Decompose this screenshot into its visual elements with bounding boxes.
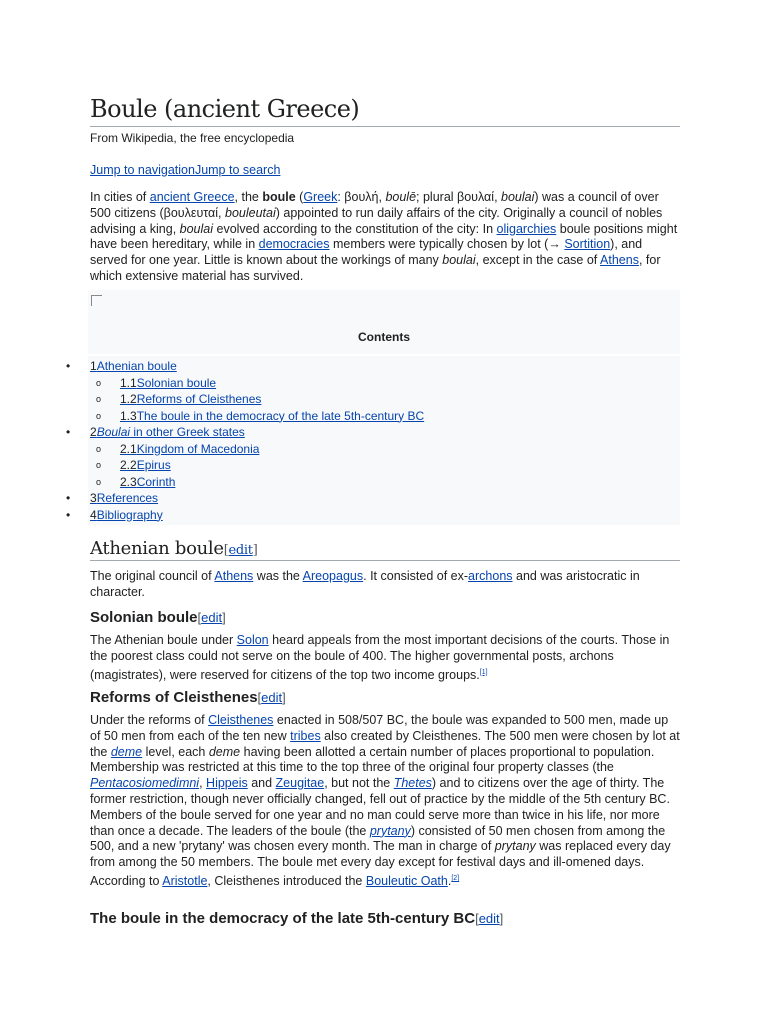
text: ) was a council of over 500 citizens (βουλευταί, [90,190,659,220]
toc-number: 1.1 [120,375,137,390]
toc-label: The boule in the democracy of the late 5th-century BC [136,408,425,423]
link-aristotle[interactable]: Aristotle [162,874,208,889]
text: ), and served for one year. Little is known about the workings of many [90,237,643,268]
reference-link[interactable]: [1] [479,668,488,676]
toc-number: 1 [90,359,97,373]
toc-item[interactable] [88,457,680,474]
toc-box [88,290,680,354]
text: The original council of [90,569,215,583]
bullet-icon: • [66,507,71,522]
link-oligarchies[interactable]: oligarchies [496,221,557,236]
edit-section: [edit] [197,610,226,625]
edit-link[interactable]: edit [478,911,500,926]
link-tribes[interactable]: tribes [290,728,321,743]
section-heading [90,538,680,561]
toc-number: 3 [90,491,97,505]
toc-number: 2 [90,425,97,439]
toc-link[interactable] [120,409,424,423]
italic-term: deme [208,744,241,759]
toc-item[interactable] [88,441,680,458]
circle-bullet-icon: o [96,377,102,388]
text: enacted in 508/507 BC, the boule was expanded to 500 men, made up of 50 men from each of the ten new [90,713,669,743]
bullet-icon: • [66,491,71,505]
toc-label: References [96,491,159,505]
subsection-heading [90,910,680,927]
toc-link[interactable] [120,475,175,489]
link-athens[interactable]: Athens [214,569,254,583]
toc-item[interactable] [66,490,680,507]
toc-item[interactable] [66,507,680,524]
paragraph [90,633,680,684]
toc-label: Solonian boule [136,375,217,390]
text: , except in the case of [475,253,601,268]
bullet-icon: • [66,359,71,373]
text: ) and to citizens over the age of thirty. The former restriction, though never officially changed, fell out of practice by the middle of the 5th century BC. Members of the boule served for one year and no man could serve more than twice in his life, nor more than once a decade. The leaders of the boule (the [90,776,670,838]
text: boule positions might have been hereditary, while in [90,221,678,252]
section-solonian-boule [90,609,680,684]
toc-title: Contents [358,329,410,344]
subsection-heading [90,689,680,706]
text: level, each [142,744,209,759]
toc-link[interactable] [120,376,216,390]
edit-link[interactable]: edit [201,610,223,625]
link-prytany[interactable]: prytany [369,823,411,838]
text: members were typically chosen by lot (→ [329,237,565,252]
bold-term: boule [262,190,296,204]
toc-label: Bibliography [96,507,163,522]
text: ) consisted of 50 men chosen from among the 500, and a new 'prytany' was chosen every month. The man in charge of [90,823,666,854]
heading-text: Reforms of Cleisthenes [90,689,258,706]
text: . [447,874,452,889]
italic-term: boulai [501,190,535,204]
link-solon[interactable]: Solon [236,633,269,647]
toc-item[interactable] [66,424,680,441]
edit-link[interactable]: edit [261,690,283,705]
toc-link[interactable] [120,442,259,456]
text: ; plural βουλαί, [416,190,502,204]
link-ancient-greece[interactable]: ancient Greece [149,190,235,204]
link-archons[interactable]: archons [468,569,513,583]
italic-term: boulai [179,221,214,236]
edit-section: [edit] [257,690,286,705]
toc-number: 1.2 [120,392,137,406]
paragraph [90,569,680,601]
toc-label: Reforms of Cleisthenes [136,392,262,406]
toc-label: Athenian boule [96,359,177,373]
toc-number: 2.3 [120,474,137,489]
toc-item[interactable] [88,408,680,425]
toc-link[interactable] [90,508,163,522]
link-zeugitae[interactable]: Zeugitae [275,776,325,791]
circle-bullet-icon: o [96,476,102,487]
text: , Cleisthenes introduced the [207,874,366,889]
tagline: From Wikipedia, the free encyclopedia [90,131,295,145]
circle-bullet-icon: o [96,410,102,421]
link-cleisthenes[interactable]: Cleisthenes [208,713,274,727]
toc-link[interactable] [120,392,261,406]
jump-links [90,163,680,177]
circle-bullet-icon: o [96,460,102,470]
toc-link[interactable] [90,359,177,373]
link-thetes[interactable]: Thetes [393,776,432,791]
text: , the [234,190,263,204]
toc-label: in other Greek states [130,425,245,439]
text: ) appointed to run daily affairs of the city. Originally a council of nobles advising a king, [90,205,663,236]
text: and was aristocratic in character. [90,569,640,599]
text: The Athenian boule under [90,633,237,647]
text: also created by Cleisthenes. The 500 men were chosen by lot at the [90,728,680,759]
italic-term: bouleutai [225,205,276,220]
toc-label: Corinth [136,474,176,489]
text: In cities of [90,190,150,204]
link-areopagus[interactable]: Areopagus [302,569,364,583]
link-democracies[interactable]: democracies [258,237,330,252]
text: . It consisted of ex- [363,569,469,583]
text: was the [253,569,303,583]
text: , [199,776,207,791]
heading-text: Athenian boule [90,538,224,559]
toc-link[interactable] [90,425,245,439]
heading-text: The boule in the democracy of the late 5th-century BC [90,910,476,927]
italic-term: boulē [385,190,417,204]
toc-number: 4 [90,507,97,522]
section-democracy-late-5th-century [90,910,680,927]
toc-list [66,356,680,525]
edit-link[interactable]: edit [228,543,253,558]
toc-number: 1.3 [120,408,137,423]
text: : βουλή, [337,190,386,204]
toc-link[interactable] [90,491,158,505]
link-deme[interactable]: deme [110,744,143,759]
text: ( [295,190,304,204]
link-greek[interactable]: Greek [303,190,338,204]
toc-number: 2.2 [120,458,137,472]
toc-label: Epirus [136,458,171,472]
text: heard appeals from the most important decisions of the courts. Those in the poorest class could not serve on the boule of 400. The higher governmental posts, archons (magistrates), were reserved for citizens of the top two income groups. [90,633,670,682]
link-pentacosiomedimni[interactable]: Pentacosiomedimni [90,776,200,791]
toc-number: 2.1 [120,441,137,456]
section-athenian-boule [90,538,680,601]
intro-paragraph [90,190,680,285]
heading-text: Solonian boule [90,609,198,626]
paragraph [90,713,680,890]
toc-item[interactable] [88,375,680,392]
text: and [247,776,276,791]
toc-label-italic: Boulai [96,425,131,439]
italic-term: prytany [494,839,536,854]
jump-to-navigation-link[interactable]: Jump to navigation [90,163,195,177]
text: evolved according to the constitution of the city: In [213,221,497,236]
text: , but not the [324,776,394,791]
toc-item[interactable] [88,391,680,408]
bullet-icon: • [66,425,71,439]
article-header [90,94,680,354]
toc-link[interactable] [120,458,171,472]
link-hippeis[interactable]: Hippeis [206,776,248,791]
link-sortition[interactable]: Sortition [564,237,611,252]
subsection-heading [90,609,680,626]
link-athens[interactable]: Athens [600,253,639,268]
text: having been allotted a certain number of places proportional to population. Membership was restricted at this time to the top three of the original four property classes (the [90,744,655,775]
italic-term: boulai [442,253,476,268]
text: , for which extensive material has survived. [90,253,661,283]
text: was replaced every day from among the 50 members. The boule met every day except for festival days and ill-omened days. According to [90,839,671,889]
toc-label: Kingdom of Macedonia [136,441,260,456]
edit-section: [edit] [223,543,258,558]
toc-toggle[interactable] [88,290,680,314]
text: Under the reforms of [90,713,209,727]
jump-to-search-link[interactable]: Jump to search [194,163,281,177]
circle-bullet-icon: o [96,394,102,404]
page-title: Boule (ancient Greece) [90,94,680,127]
toc-item[interactable] [88,474,680,491]
reference-link[interactable]: [2] [451,874,460,882]
toc-toggle-icon[interactable] [91,295,102,306]
edit-section: [edit] [475,911,504,926]
link-bouleutic-oath[interactable]: Bouleutic Oath [365,874,448,889]
toc-item[interactable] [66,358,680,375]
circle-bullet-icon: o [96,443,102,454]
section-reforms-of-cleisthenes [90,689,680,890]
